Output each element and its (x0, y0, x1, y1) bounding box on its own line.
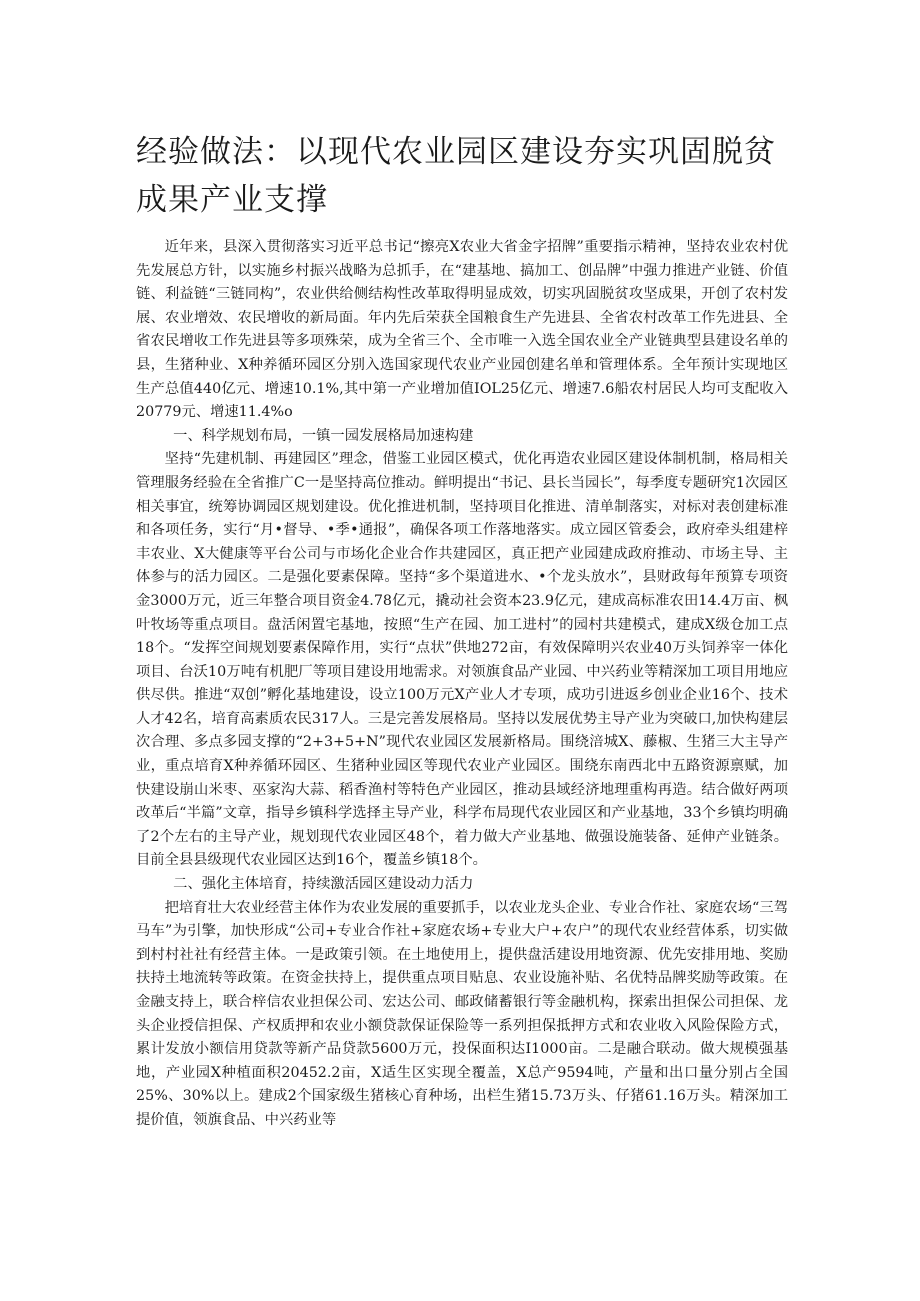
section-heading-1: 一、科学规划布局，一镇一园发展格局加速构建 (173, 427, 474, 444)
document-body (136, 236, 788, 1133)
section-1-paragraph: 坚持“先建机制、再建园区”理念，借鉴工业园区模式，优化再造农业园区建设体制机制，格局相关管理服务经验在全省推广C一是坚持高位推动。鲜明提出“书记、县长当园长”，每季度专题研究1次园区相关事宜，统筹协调园区规划建设。优化推进机制，坚持项目化推进、清单制落实，对标对表创建标准和各项任务，实行“月•督导、•季•通报”，确保各项工作落地落实。成立园区管委会，政府牵头组建梓丰农业、X大健康等平台公司与市场化企业合作共建园区，真正把产业园建成政府推动、市场主导、主体参与的活力园区。二是强化要素保障。坚持“多个渠道进水、•个龙头放水”，县财政每年预算专项资金3000万元，近三年整合项目资金4.78亿元，撬动社会资本23.9亿元，建成高标准农田14.4万亩、枫叶牧场等重点项目。盘活闲置宅基地，按照“生产在园、加工进村”的园村共建模式，建成X级仓加工点18个。“发挥空间规划要素保障作用，实行“点状”供地272亩，有效保障明兴农业40万头饲养宰一体化项目、台沃10万吨有机肥厂等项目建设用地需求。对领旗食品产业园、中兴药业等精深加工项目用地应供尽供。推进“双创”孵化基地建设，设立100万元X产业人才专项，成功引进返乡创业企业16个、技术人才42名，培育高素质农民317人。三是完善发展格局。坚持以发展优势主导产业为突破口,加快构建层次合理、多点多园支撑的“2+3+5+N”现代农业园区发展新格局。围绕涪城X、藤椒、生猪三大主导产业，重点培育X种养循环园区、生猪种业园区等现代农业产业园区。围绕东南西北中五路资源禀赋，加快建设崩山米枣、巫家沟大蒜、稻香渔村等特色产业园区，推动县域经济地理重构再造。结合做好两项改革后“半篇”文章，指导乡镇科学选择主导产业，科学布局现代农业园区和产业基地，33个乡镇均明确了2个左右的主导产业，规划现代农业园区48个，着力做大产业基地、做强设施装备、延伸产业链条。目前全县县级现代农业园区达到16个，覆盖乡镇18个。 (136, 451, 788, 869)
section-2-paragraph: 把培育壮大农业经营主体作为农业发展的重要抓手，以农业龙头企业、专业合作社、家庭农场“三驾马车”为引擎，加快形成“公司+专业合作社+家庭农场+专业大户+农户”的现代农业经营体系，切实做到村村社社有经营主体。一是政策引领。在土地使用上，提供盘活建设用地资源、优先安排用地、奖励扶持土地流转等政策。在资金扶持上，提供重点项目贴息、农业设施补贴、名优特品牌奖励等政策。在金融支持上，联合梓信农业担保公司、宏达公司、邮政储蓄银行等金融机构，探索出担保公司担保、龙头企业授信担保、产权质押和农业小额贷款保证保险等一系列担保抵押方式和农业收入风险保险方式，累计发放小额信用贷款等新产品贷款5600万元，投保面积达I1000亩。二是融合联动。做大规模强基地，产业园X种植面积20452.2亩，X适生区实现全覆盖，X总产9594吨，产量和出口量分别占全国25%、30%以上。建成2个国家级生猪核心育种场，出栏生猪15.73万头、仔猪61.16万头。精深加工提价值，领旗食品、中兴药业等 (136, 899, 788, 1128)
section-heading-2: 二、强化主体培育，持续激活园区建设动力活力 (173, 876, 474, 893)
intro-paragraph: 近年来，县深入贯彻落实习近平总书记“擦亮X农业大省金字招牌”重要指示精神，坚持农业农村优先发展总方针，以实施乡村振兴战略为总抓手，在“建基地、搞加工、创品牌”中强力推进产业链、价值链、利益链“三链同构”，农业供给侧结构性改革取得明显成效，切实巩固脱贫攻坚成果，开创了农村发展、农业增效、农民增收的新局面。年内先后荣获全国粮食生产先进县、全省农村改革工作先进县、全省农民增收工作先进县等多项殊荣，成为全省三个、全市唯一入选全国农业全产业链典型县建设名单的县，生猪种业、X种养循环园区分别入选国家现代农业产业园创建名单和管理体系。全年预计实现地区生产总值440亿元、增速10.1%,其中第一产业增加值IOL25亿元、增速7.6船农村居民人均可支配收入20779元、增速11.4%o (136, 239, 788, 421)
document-title: 经验做法：以现代农业园区建设夯实巩固脱贫成果产业支撑 (136, 134, 776, 218)
